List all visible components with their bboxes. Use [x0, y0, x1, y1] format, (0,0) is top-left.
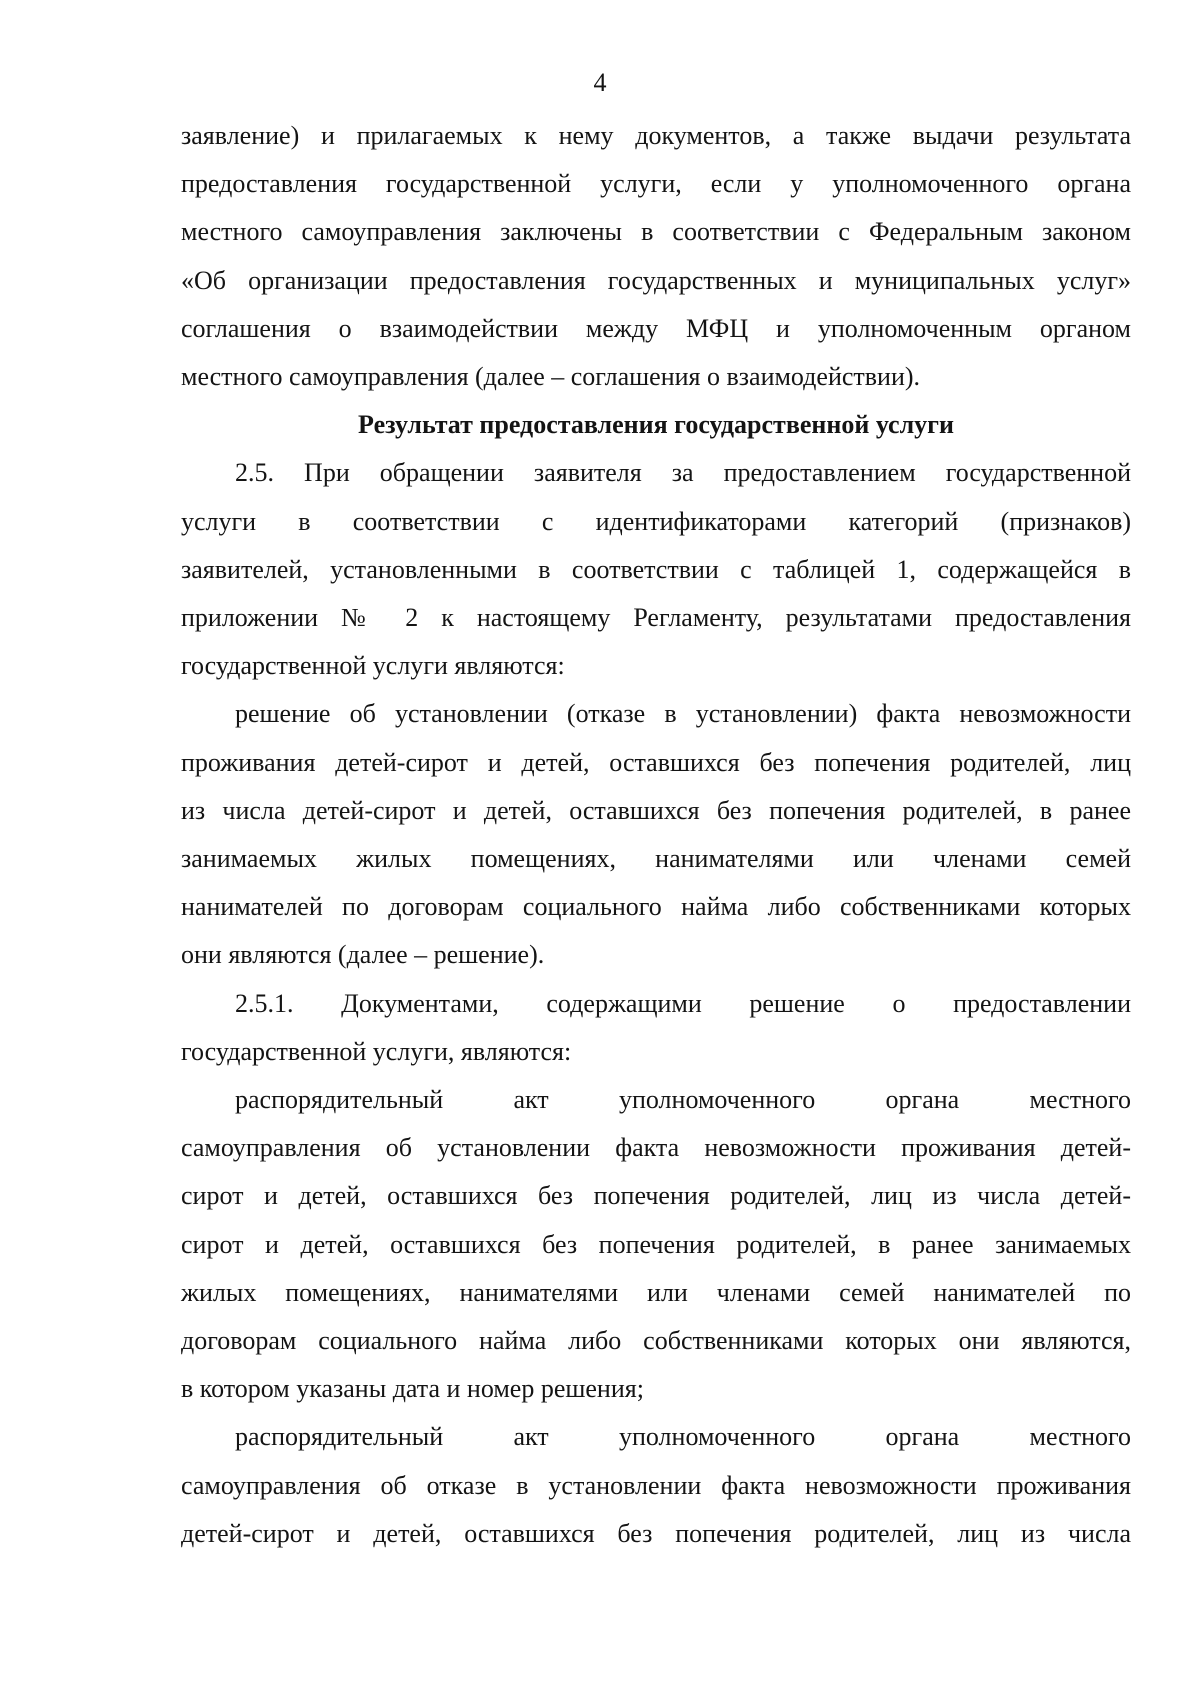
text-line: приложении № 2 к настоящему Регламенту, результатами предоставления [181, 603, 1131, 633]
document-body [181, 112, 1131, 1558]
page-number: 4 [593, 68, 607, 97]
text-line: государственной услуги являются: [181, 651, 565, 681]
text-line: нанимателей по договорам социального найма либо собственниками которых [181, 892, 1131, 922]
text-line: жилых помещениях, нанимателями или членами семей нанимателей по [181, 1277, 1131, 1307]
text-line: сирот и детей, оставшихся без попечения родителей, лиц из числа детей- [181, 1181, 1131, 1211]
text-line: распорядительный акт уполномоченного органа местного [235, 1422, 1131, 1452]
text-line: 2.5. При обращении заявителя за предоставлением государственной [235, 458, 1131, 488]
text-line: заявление) и прилагаемых к нему документов, а также выдачи результата [181, 121, 1131, 150]
text-line: сирот и детей, оставшихся без попечения родителей, в ранее занимаемых [181, 1229, 1131, 1259]
text-line: государственной услуги, являются: [181, 1036, 572, 1066]
text-line: местного самоуправления заключены в соответствии с Федеральным законом [181, 217, 1131, 247]
text-line: 2.5.1. Документами, содержащими решение о предоставлении [235, 988, 1131, 1018]
text-line: предоставления государственной услуги, если у уполномоченного органа [181, 169, 1131, 199]
text-line: услуги в соответствии с идентификаторами категорий (признаков) [181, 506, 1131, 536]
text-line: из числа детей-сирот и детей, оставшихся без попечения родителей, в ранее [181, 795, 1131, 825]
text-line: занимаемых жилых помещениях, нанимателями или членами семей [181, 844, 1131, 874]
text-line: «Об организации предоставления государственных и муниципальных услуг» [181, 265, 1131, 295]
text-line: заявителей, установленными в соответствии с таблицей 1, содержащейся в [181, 554, 1131, 584]
text-line: они являются (далее – решение). [181, 940, 545, 970]
text-line: распорядительный акт уполномоченного органа местного [235, 1085, 1131, 1115]
text-line: местного самоуправления (далее – соглашения о взаимодействии). [181, 362, 921, 392]
text-line: в котором указаны дата и номер решения; [181, 1374, 644, 1404]
text-line: договорам социального найма либо собственниками которых они являются, [181, 1326, 1131, 1356]
text-line: решение об установлении (отказе в установлении) факта невозможности [235, 699, 1131, 729]
text-line: проживания детей-сирот и детей, оставшихся без попечения родителей, лиц [181, 747, 1131, 777]
text-line: соглашения о взаимодействии между МФЦ и уполномоченным органом [181, 313, 1131, 343]
text-line: детей-сирот и детей, оставшихся без попечения родителей, лиц из числа [181, 1518, 1131, 1548]
text-line: самоуправления об установлении факта невозможности проживания детей- [181, 1133, 1131, 1163]
text-line: самоуправления об отказе в установлении факта невозможности проживания [181, 1470, 1131, 1500]
section-heading: Результат предоставления государственной услуги [358, 410, 954, 440]
